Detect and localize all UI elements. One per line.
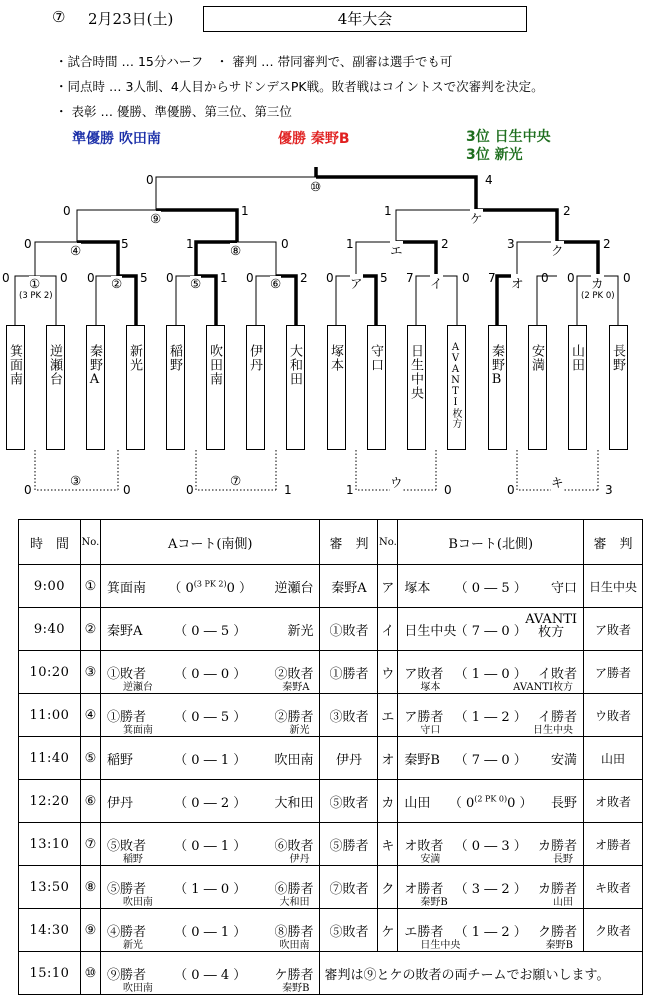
score-text: （ 0 ― 4 ） <box>174 968 247 983</box>
score-text: （ 0 ― 0 ） <box>174 667 247 682</box>
score-text: （ 0 ― 1 ） <box>174 925 247 940</box>
schedule-row <box>19 694 643 737</box>
final-note: 審判は⑨とケの敗者の両チームでお願いします。 <box>320 952 643 995</box>
score: 5 <box>121 237 129 251</box>
team-left: 山田 <box>404 796 431 811</box>
match-mark: ② <box>111 276 123 291</box>
score: 0 <box>24 483 32 497</box>
team-right: 逆瀬台 <box>274 581 314 596</box>
time-cell: 13:50 <box>19 866 81 909</box>
match-mark: イ <box>430 276 443 291</box>
match-cell <box>100 866 320 909</box>
referee-cell: ク敗者 <box>584 909 643 952</box>
score-text: （ 1 ― 0 ） <box>454 667 527 682</box>
team-left-sub: 日生中央 <box>420 940 461 951</box>
match-mark: ① <box>29 276 41 291</box>
team-left: 塚本 <box>404 581 431 596</box>
match-cell <box>398 780 584 823</box>
match-no-cell: ⑦ <box>80 823 100 866</box>
match-cell <box>100 737 320 780</box>
header-time: 時 間 <box>19 520 81 565</box>
header-no-b: No. <box>378 520 398 565</box>
team-right: ク勝者 <box>538 925 578 940</box>
team-right: 大和田 <box>274 796 314 811</box>
referee-cell: キ敗者 <box>584 866 643 909</box>
match-cell <box>398 565 584 608</box>
score: 1 <box>186 237 194 251</box>
score: 1 <box>284 483 292 497</box>
schedule-row <box>19 608 643 651</box>
match-no-cell: ⑨ <box>80 909 100 952</box>
match-no-cell: ② <box>80 608 100 651</box>
team-right: AVANTI 枚方 <box>525 612 578 640</box>
team-left: ア勝者 <box>404 710 444 725</box>
winner-label: 優勝 秦野B <box>278 131 350 147</box>
score-text: （ $0^{(3 PK 2)}0$ ） <box>168 579 253 596</box>
match-cell <box>398 866 584 909</box>
header-ref-b: 審 判 <box>584 520 643 565</box>
team-left: ⑤敗者 <box>106 839 146 854</box>
match-cell <box>398 737 584 780</box>
schedule-row <box>19 823 643 866</box>
header-court-a: Aコート(南側) <box>100 520 320 565</box>
team-left-sub: 守口 <box>420 725 441 736</box>
score: 0 <box>444 483 452 497</box>
schedule-row <box>19 737 643 780</box>
match-no-cell: オ <box>378 737 398 780</box>
score: 5 <box>140 271 148 285</box>
referee-cell: ①勝者 <box>320 651 378 694</box>
team-left-sub: 吹田南 <box>122 983 153 994</box>
rule-line-2: ・同点時 … 3人制、4人目からサドンデスPK戦。敗者戦はコイントスで次審判を決定。 <box>55 79 544 94</box>
score: 1 <box>241 204 249 218</box>
team-right-sub: 秦野A <box>282 682 310 693</box>
match-no-cell: ア <box>378 565 398 608</box>
score: 0 <box>246 271 254 285</box>
match-mark: ⑤ <box>190 276 202 291</box>
team-left: ⑤勝者 <box>106 882 146 897</box>
team-box: 山田 <box>568 325 587 450</box>
schedule-row <box>19 909 643 952</box>
team-box: 長野 <box>609 325 628 450</box>
score: 1 <box>346 237 354 251</box>
team-right-sub: 吹田南 <box>279 940 310 951</box>
team-box: 守口 <box>367 325 386 450</box>
score-text: （ 1 ― 0 ） <box>174 882 247 897</box>
team-left-sub: 新光 <box>122 940 143 951</box>
team-right-sub: 長野 <box>553 854 574 865</box>
match-no-cell: キ <box>378 823 398 866</box>
score-text: （ 0 ― 5 ） <box>174 624 247 639</box>
referee-cell: ⑤勝者 <box>320 823 378 866</box>
event-title: 4年大会 <box>203 6 527 32</box>
score: 1 <box>220 271 228 285</box>
team-box: 伊丹 <box>246 325 265 450</box>
team-box: 箕面南 <box>6 325 25 450</box>
team-right: ⑥勝者 <box>274 882 314 897</box>
match-no-cell: イ <box>378 608 398 651</box>
team-box: 逆瀬台 <box>46 325 65 450</box>
team-left: 箕面南 <box>106 581 146 596</box>
referee-cell: ①敗者 <box>320 608 378 651</box>
score: 0 <box>567 271 575 285</box>
team-left-sub: 吹田南 <box>122 897 153 908</box>
score: 7 <box>488 271 496 285</box>
time-cell: 9:00 <box>19 565 81 608</box>
team-right: ⑧勝者 <box>274 925 314 940</box>
schedule-row <box>19 565 643 608</box>
score: 5 <box>380 271 388 285</box>
team-left: オ敗者 <box>404 839 444 854</box>
match-cell <box>100 651 320 694</box>
team-box: 秦野B <box>488 325 507 450</box>
pk-note: (2 PK 0) <box>474 794 508 804</box>
schedule-row <box>19 780 643 823</box>
score: 3 <box>507 237 515 251</box>
referee-cell: ⑤敗者 <box>320 780 378 823</box>
third-place-label-1: 3位 日生中央 <box>466 129 551 145</box>
score: 0 <box>507 483 515 497</box>
match-no-cell: エ <box>378 694 398 737</box>
score: 2 <box>300 271 308 285</box>
team-left: 秦野B <box>404 753 440 768</box>
team-left: 日生中央 <box>404 624 457 639</box>
team-box: 新光 <box>126 325 145 450</box>
score-text: （ 7 ― 0 ） <box>454 624 527 639</box>
score-text: （ 7 ― 0 ） <box>454 753 527 768</box>
time-cell: 13:10 <box>19 823 81 866</box>
team-box: 秦野A <box>86 325 105 450</box>
match-cell <box>100 780 320 823</box>
referee-cell: ③敗者 <box>320 694 378 737</box>
score-text: （ 1 ― 2 ） <box>454 710 527 725</box>
score: 0 <box>123 483 131 497</box>
team-right-sub: 伊丹 <box>289 854 310 865</box>
team-right: カ勝者 <box>538 882 578 897</box>
match-no-cell: カ <box>378 780 398 823</box>
tournament-number: ⑦ <box>52 8 66 26</box>
team-left: ④勝者 <box>106 925 146 940</box>
schedule-table <box>18 519 643 995</box>
score: 0 <box>87 271 95 285</box>
team-left: ⑨勝者 <box>106 968 146 983</box>
score: 0 <box>146 173 154 187</box>
team-left: 稲野 <box>106 753 133 768</box>
match-mark: オ <box>511 276 524 291</box>
team-right-sub: 山田 <box>553 897 574 908</box>
team-left-sub: 秦野B <box>420 897 448 908</box>
score-text: （ 0 ― 5 ） <box>454 581 527 596</box>
team-right: ケ勝者 <box>274 968 314 983</box>
score: 2 <box>441 237 449 251</box>
match-no-cell: ③ <box>80 651 100 694</box>
time-cell: 11:40 <box>19 737 81 780</box>
team-left: エ勝者 <box>404 925 444 940</box>
team-left-sub: 稲野 <box>122 854 143 865</box>
team-left: 伊丹 <box>106 796 133 811</box>
score: 0 <box>24 237 32 251</box>
team-box: 安満 <box>528 325 547 450</box>
score: 0 <box>166 271 174 285</box>
third-place-label-2: 3位 新光 <box>466 147 523 163</box>
match-no-cell: ⑩ <box>80 952 100 995</box>
match-cell <box>100 909 320 952</box>
match-mark: ⑩ <box>310 179 322 194</box>
match-mark: ⑧ <box>230 243 242 258</box>
score: 1 <box>384 204 392 218</box>
score: 0 <box>63 204 71 218</box>
team-box: AVANTI枚方 <box>447 325 466 450</box>
match-mark: ④ <box>70 243 82 258</box>
match-cell <box>100 823 320 866</box>
team-right-sub: 秦野B <box>545 940 574 951</box>
match-cell <box>100 952 320 995</box>
team-box: 吹田南 <box>206 325 225 450</box>
final-row <box>19 952 643 995</box>
time-cell: 11:00 <box>19 694 81 737</box>
schedule-row <box>19 651 643 694</box>
match-cell <box>398 823 584 866</box>
referee-cell: 山田 <box>584 737 643 780</box>
rule-line-3: ・ 表彰 … 優勝、準優勝、第三位、第三位 <box>55 104 292 119</box>
header-court-b: Bコート(北側) <box>398 520 584 565</box>
time-cell: 14:30 <box>19 909 81 952</box>
team-right-sub: AVANTI枚方 <box>513 682 574 693</box>
score: 1 <box>346 483 354 497</box>
match-cell <box>100 565 320 608</box>
referee-cell: 秦野A <box>320 565 378 608</box>
referee-cell: ウ敗者 <box>584 694 643 737</box>
match-no-cell: ① <box>80 565 100 608</box>
team-right: イ勝者 <box>538 710 578 725</box>
rule-line-1: ・試合時間 … 15分ハーフ ・ 審判 … 帯同審判で、副審は選手でも可 <box>55 54 453 69</box>
team-right: イ敗者 <box>538 667 578 682</box>
match-mark: ⑨ <box>150 211 162 226</box>
match-no-cell: ウ <box>378 651 398 694</box>
score: 0 <box>623 271 631 285</box>
match-no-cell: ⑥ <box>80 780 100 823</box>
team-right: ②勝者 <box>274 710 314 725</box>
score-text: （ $0^{(2 PK 0)}0$ ） <box>448 794 533 811</box>
referee-cell: ⑦敗者 <box>320 866 378 909</box>
header-no: No. <box>80 520 100 565</box>
score: 0 <box>541 271 549 285</box>
schedule-row <box>19 866 643 909</box>
score: 2 <box>603 237 611 251</box>
referee-cell: オ敗者 <box>584 780 643 823</box>
referee-cell: 日生中央 <box>584 565 643 608</box>
team-box: 大和田 <box>286 325 305 450</box>
score-text: （ 3 ― 2 ） <box>454 882 527 897</box>
match-cell <box>398 694 584 737</box>
match-no-cell: ⑧ <box>80 866 100 909</box>
time-cell: 9:40 <box>19 608 81 651</box>
team-left: ア敗者 <box>404 667 444 682</box>
team-right: ②敗者 <box>274 667 314 682</box>
runner-up-label: 準優勝 吹田南 <box>72 131 161 147</box>
team-right: ⑥敗者 <box>274 839 314 854</box>
team-left-sub: 箕面南 <box>122 725 153 736</box>
score: 0 <box>60 271 68 285</box>
team-right: 安満 <box>551 753 578 768</box>
match-no-cell: ク <box>378 866 398 909</box>
time-cell: 15:10 <box>19 952 81 995</box>
match-cell <box>100 694 320 737</box>
match-mark: ⑥ <box>270 276 282 291</box>
match-mark: エ <box>390 243 403 258</box>
match-cell <box>398 909 584 952</box>
match-mark: ③ <box>70 473 82 488</box>
referee-cell: ⑤敗者 <box>320 909 378 952</box>
pk-note: (2 PK 0) <box>581 291 615 301</box>
schedule-header-row <box>19 520 643 565</box>
team-box: 稲野 <box>166 325 185 450</box>
match-no-cell: ケ <box>378 909 398 952</box>
score: 0 <box>186 483 194 497</box>
event-date: 2月23日(土) <box>88 10 174 28</box>
score: 4 <box>485 173 493 187</box>
team-box: 塚本 <box>327 325 346 450</box>
team-right: カ勝者 <box>538 839 578 854</box>
match-mark: カ <box>591 276 604 291</box>
score: 7 <box>406 271 414 285</box>
score-text: （ 0 ― 1 ） <box>174 839 247 854</box>
team-right: 吹田南 <box>274 753 314 768</box>
team-left-sub: 塚本 <box>420 682 441 693</box>
team-right: 守口 <box>551 581 578 596</box>
match-cell <box>398 651 584 694</box>
pk-note: (3 PK 2) <box>19 291 53 301</box>
match-cell <box>100 608 320 651</box>
referee-cell: オ勝者 <box>584 823 643 866</box>
score: 3 <box>605 483 613 497</box>
team-left-sub: 逆瀬台 <box>122 682 153 693</box>
team-left: 秦野A <box>106 624 143 639</box>
score-text: （ 1 ― 2 ） <box>454 925 527 940</box>
team-right-sub: 新光 <box>289 725 310 736</box>
team-left: ①敗者 <box>106 667 146 682</box>
score-text: （ 0 ― 1 ） <box>174 753 247 768</box>
team-box: 日生中央 <box>407 325 426 450</box>
score-text: （ 0 ― 2 ） <box>174 796 247 811</box>
team-left: オ勝者 <box>404 882 444 897</box>
match-mark: ケ <box>470 211 483 226</box>
pk-note: (3 PK 2) <box>193 579 227 589</box>
team-left-sub: 安満 <box>420 854 441 865</box>
match-mark: ⑦ <box>230 473 242 488</box>
referee-cell: ア勝者 <box>584 651 643 694</box>
match-no-cell: ⑤ <box>80 737 100 780</box>
team-right-sub: 日生中央 <box>533 725 574 736</box>
team-right-sub: 大和田 <box>279 897 310 908</box>
team-right: 長野 <box>551 796 578 811</box>
header-ref-a: 審 判 <box>320 520 378 565</box>
match-cell <box>398 608 584 651</box>
team-right-sub: 秦野B <box>282 983 310 994</box>
score-text: （ 0 ― 3 ） <box>454 839 527 854</box>
team-right: 新光 <box>287 624 314 639</box>
time-cell: 10:20 <box>19 651 81 694</box>
score: 0 <box>281 237 289 251</box>
referee-cell: ア敗者 <box>584 608 643 651</box>
match-mark: キ <box>551 475 564 490</box>
score: 0 <box>462 271 470 285</box>
score: 0 <box>2 271 10 285</box>
score-text: （ 0 ― 5 ） <box>174 710 247 725</box>
match-mark: ア <box>350 276 363 291</box>
match-no-cell: ④ <box>80 694 100 737</box>
score: 2 <box>563 204 571 218</box>
score: 0 <box>326 271 334 285</box>
match-mark: ク <box>551 243 564 258</box>
match-mark: ウ <box>390 475 403 490</box>
referee-cell: 伊丹 <box>320 737 378 780</box>
team-left: ①勝者 <box>106 710 146 725</box>
time-cell: 12:20 <box>19 780 81 823</box>
